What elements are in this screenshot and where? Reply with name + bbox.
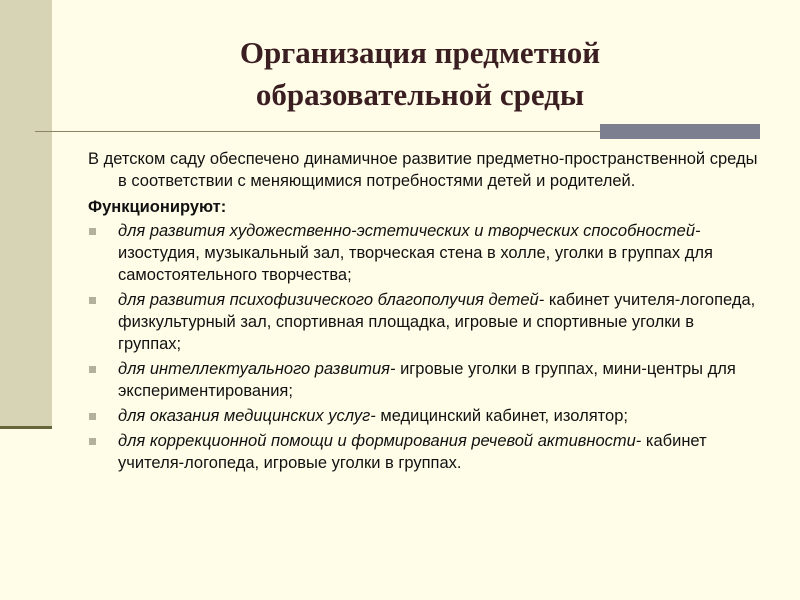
list-item-emphasis: для коррекционной помощи и формирования речевой активности- <box>118 432 642 450</box>
list-item-text: кабинет учителя-логопеда, игровые уголки в группах. <box>118 432 707 472</box>
title-line-1: Организация предметной <box>239 35 601 70</box>
title-divider-bar <box>600 124 760 139</box>
list-item <box>88 289 758 355</box>
list-item <box>88 220 758 286</box>
list-item <box>88 405 758 427</box>
sidebar-decor-line <box>0 426 52 429</box>
list-item-text: игровые уголки в группах, мини-центры для экспериментирования; <box>118 360 736 400</box>
square-bullet-icon <box>89 297 96 304</box>
intro-paragraph: В детском саду обеспечено динамичное развитие предметно-пространственной среды в соответствии с меняющимися потребностями детей и родителей. <box>88 150 758 190</box>
sidebar-decor-band <box>0 0 52 428</box>
list-item-emphasis: для развития психофизического благополучия детей- <box>118 291 545 309</box>
title-divider-line <box>35 131 600 132</box>
function-list <box>88 220 758 474</box>
list-item <box>88 430 758 474</box>
list-item-emphasis: для развития художественно-эстетических и творческих способностей- <box>118 222 701 240</box>
square-bullet-icon <box>89 413 96 420</box>
slide-body <box>88 148 758 477</box>
list-item-emphasis: для интеллектуального развития- <box>118 360 396 378</box>
list-item-emphasis: для оказания медицинских услуг- <box>118 407 376 425</box>
title-line-2: образовательной среды <box>255 77 585 112</box>
list-item-text: медицинский кабинет, изолятор; <box>375 407 628 425</box>
list-item <box>88 358 758 402</box>
list-item-text: кабинет учителя-логопеда, физкультурный зал, спортивная площадка, игровые и спортивные уголки в группах; <box>118 291 756 353</box>
slide-title <box>130 32 710 116</box>
square-bullet-icon <box>89 366 96 373</box>
list-item-text: изостудия, музыкальный зал, творческая стена в холле, уголки в группах для самостоятельного творчества; <box>118 244 713 284</box>
square-bullet-icon <box>89 228 96 235</box>
functions-heading: Функционируют: <box>88 198 227 216</box>
square-bullet-icon <box>89 438 96 445</box>
